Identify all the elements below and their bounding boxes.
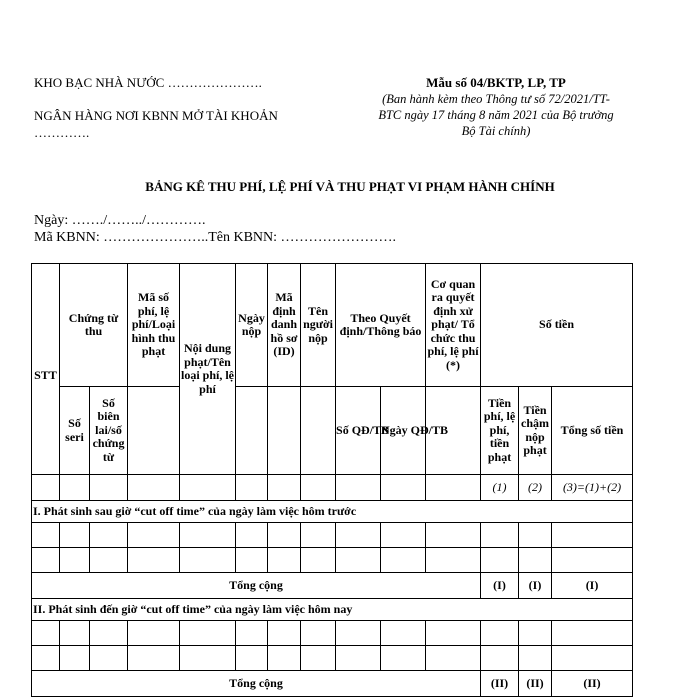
col-header-tong-so-tien: Tổng số tiền [552,387,633,475]
bank-dots: …………. [34,125,90,140]
index-row [32,475,633,501]
bank-line: NGÂN HÀNG NƠI KBNN MỞ TÀI KHOẢN [34,108,278,123]
cell-empty [301,387,336,475]
section-1-label: I. Phát sinh sau giờ “cut off time” của ngày làm việc hôm trước [32,501,633,523]
section-row-1 [32,501,633,523]
col-header-so-bien-lai: Số biên lai/số chứng từ [90,387,128,475]
index-col-1: (1) [481,475,519,501]
cell-empty [128,387,180,475]
col-header-noi-dung: Nội dung phạt/Tên loại phí, lệ phí [180,264,236,475]
col-header-theo-qd: Theo Quyết định/Thông báo [336,264,426,387]
total-2-col-3: (II) [552,671,633,697]
col-header-so-tien: Số tiền [481,264,633,387]
table-row [32,548,633,573]
col-header-chung-tu: Chứng từ thu [60,264,128,387]
total-2-col-1: (II) [481,671,519,697]
header-row-1 [32,264,633,387]
cell-empty [236,387,268,475]
total-row-1 [32,573,633,599]
section-row-2 [32,599,633,621]
total-1-col-2: (I) [519,573,552,599]
total-1-label: Tổng cộng [32,573,481,599]
index-col-2: (2) [519,475,552,501]
total-2-label: Tổng cộng [32,671,481,697]
col-header-ma-so: Mã số phí, lệ phí/Loại hình thu phạt [128,264,180,387]
total-1-col-3: (I) [552,573,633,599]
total-1-col-1: (I) [481,573,519,599]
header-row-2 [32,387,633,475]
col-header-so-seri: Số seri [60,387,90,475]
col-header-ngay-qd: Ngày QĐ/TB [381,387,426,475]
col-header-ten-nguoi-nop: Tên người nộp [301,264,336,387]
date-line: Ngày: ……./……../…………. [34,213,206,228]
section-2-label: II. Phát sinh đến giờ “cut off time” của ngày làm việc hôm nay [32,599,633,621]
col-header-tien-phi: Tiền phí, lệ phí, tiền phạt [481,387,519,475]
col-header-stt: STT [32,264,60,475]
table-row [32,523,633,548]
treasury-line: KHO BẠC NHÀ NƯỚC …………………. [34,75,262,90]
form-number-block [358,75,634,139]
form-note-line-2: BTC ngày 17 tháng 8 năm 2021 của Bộ trưởng [378,108,614,122]
col-header-co-quan: Cơ quan ra quyết định xử phạt/ Tổ chức thu phí, lệ phí (*) [426,264,481,387]
col-header-tien-cham: Tiền chậm nộp phạt [519,387,552,475]
form-note-line-1: (Ban hành kèm theo Thông tư số 72/2021/TT- [382,92,610,106]
index-col-3: (3)=(1)+(2) [552,475,633,501]
fee-collection-table [31,263,633,697]
kbnn-line: Mã KBNN: …………………..Tên KBNN: ……………………. [34,230,397,245]
col-header-ngay-nop: Ngày nộp [236,264,268,387]
form-number: Mẫu số 04/BKTP, LP, TP [426,75,566,90]
form-note-line-3: Bộ Tài chính) [461,124,531,138]
document-title: BẢNG KÊ THU PHÍ, LỆ PHÍ VÀ THU PHẠT VI PHẠM HÀNH CHÍNH [145,179,555,194]
total-2-col-2: (II) [519,671,552,697]
table-row [32,621,633,646]
col-header-so-qd: Số QĐ/TB [336,387,381,475]
total-row-2 [32,671,633,697]
cell-empty [268,387,301,475]
col-header-ma-dinh-danh: Mã định danh hồ sơ (ID) [268,264,301,387]
table-row [32,646,633,671]
